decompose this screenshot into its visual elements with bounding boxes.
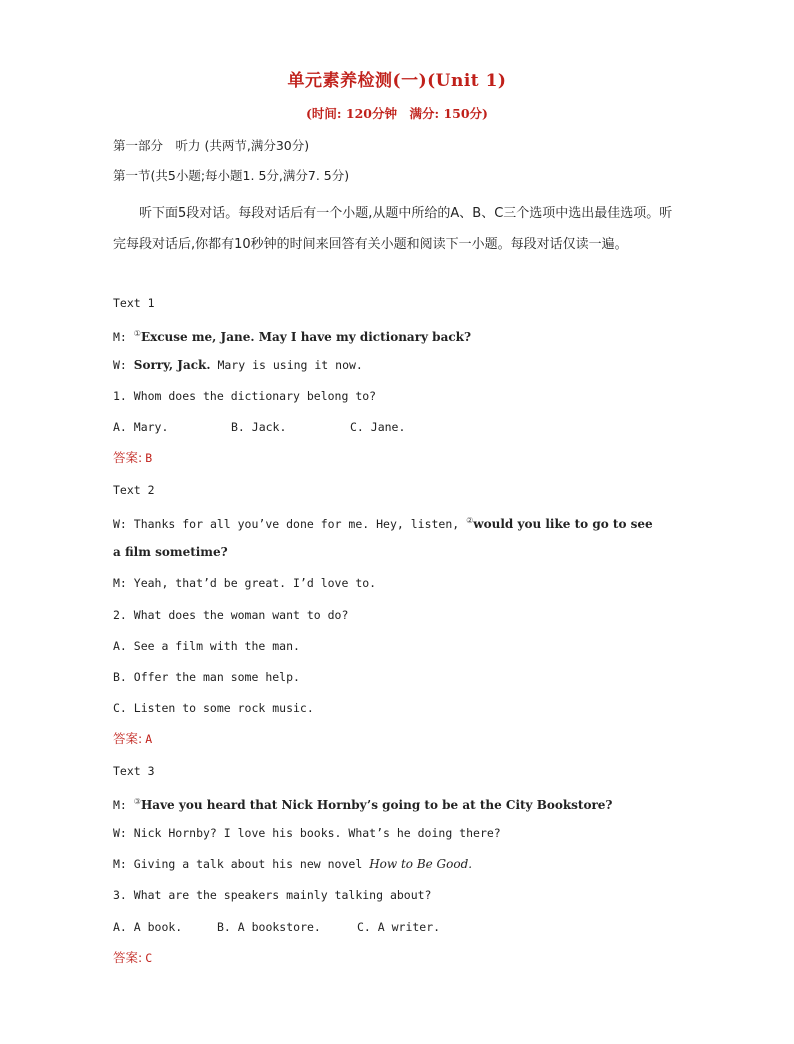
answer-value: C: [145, 951, 153, 965]
option-a: A. A book.: [113, 920, 183, 934]
answer-label: 答案:: [113, 450, 143, 465]
bold-sentence: Sorry, Jack.: [133, 358, 211, 372]
section-heading: 第一节(共5小题;每小题1. 5分,满分7. 5分): [113, 168, 350, 183]
footnote-marker: ③: [133, 797, 141, 806]
option-c: C. Jane.: [350, 420, 406, 434]
bold-sentence: Excuse me, Jane. May I have my dictionary back?: [140, 330, 471, 344]
option-a: A. Mary.: [113, 420, 169, 434]
text-3-line-1: [113, 794, 612, 813]
answer-2: [113, 731, 152, 747]
plain-sentence: M: Giving a talk about his new novel: [113, 857, 370, 871]
answer-label: 答案:: [113, 731, 143, 746]
page-subtitle: (时间: 120分钟 满分: 150分): [306, 106, 488, 121]
speaker-label: M:: [113, 798, 134, 812]
answer-1: [113, 450, 152, 466]
answer-label: 答案:: [113, 950, 143, 965]
question-1-options: [113, 419, 405, 435]
text-1-line-1: [113, 326, 471, 345]
option-c: C. A writer.: [357, 920, 441, 934]
answer-value: A: [145, 732, 153, 746]
question-3: 3. What are the speakers mainly talking about?: [113, 888, 432, 902]
question-2-option-a: A. See a film with the man.: [113, 639, 300, 653]
text-3-line-2: W: Nick Hornby? I love his books. What’s he doing there?: [113, 826, 501, 840]
option-b: B. Jack.: [231, 420, 287, 434]
text-1-heading: Text 1: [113, 296, 155, 310]
novel-title: How to Be Good.: [369, 857, 473, 871]
speaker-label: W:: [113, 358, 134, 372]
question-2: 2. What does the woman want to do?: [113, 608, 349, 622]
answer-3: [113, 950, 152, 966]
speaker-label: W:: [113, 517, 134, 531]
question-3-options: [113, 919, 440, 935]
text-3-line-3: [113, 856, 472, 872]
text-2-line-1-continued: a film sometime?: [113, 545, 228, 559]
text-3-heading: Text 3: [113, 764, 155, 778]
answer-value: B: [145, 451, 153, 465]
instructions-paragraph: 听下面5段对话。每段对话后有一个小题,从题中所给的A、B、C三个选项中选出最佳选项。听完每段对话后,你都有10秒钟的时间来回答有关小题和阅读下一小题。每段对话仅读一遍。: [113, 206, 673, 252]
bold-sentence: Have you heard that Nick Hornby’s going to be at the City Bookstore?: [140, 798, 613, 812]
bold-sentence: would you like to go to see: [473, 517, 653, 531]
text-2-line-1: [113, 513, 653, 532]
question-2-option-b: B. Offer the man some help.: [113, 670, 300, 684]
text-1-line-2: [113, 357, 363, 373]
footnote-marker: ①: [133, 329, 141, 338]
part-heading: 第一部分 听力 (共两节,满分30分): [113, 138, 310, 153]
speaker-label: M:: [113, 330, 134, 344]
question-2-option-c: C. Listen to some rock music.: [113, 701, 314, 715]
text-2-heading: Text 2: [113, 483, 155, 497]
page-title: 单元素养检测(一)(Unit 1): [287, 71, 507, 91]
footnote-marker: ②: [466, 516, 474, 525]
option-b: B. A bookstore.: [217, 920, 321, 934]
question-1: 1. Whom does the dictionary belong to?: [113, 389, 377, 403]
text-2-line-2: M: Yeah, that’d be great. I’d love to.: [113, 576, 377, 590]
plain-sentence: Mary is using it now.: [210, 358, 363, 372]
plain-sentence: Thanks for all you’ve done for me. Hey, listen,: [133, 517, 467, 531]
